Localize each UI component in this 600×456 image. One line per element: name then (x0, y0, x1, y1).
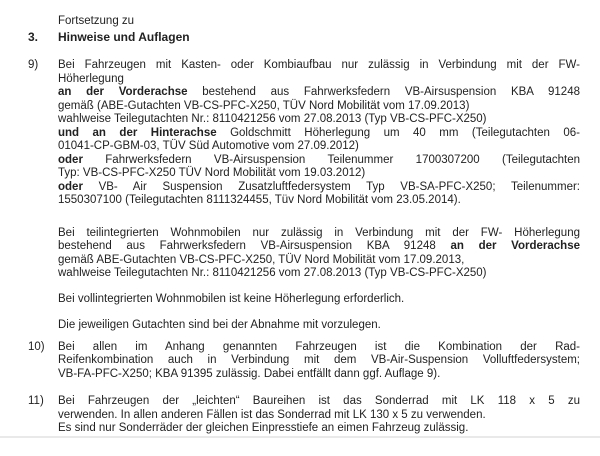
text-line (58, 86, 580, 100)
text-line: wahlweise Teilegutachten Nr.: 8110421256 vom 27.08.2013 (Typ VB-CS-PFC-X250) (58, 267, 487, 279)
text-segment: Goldschmitt Höherlegung um 40 mm (Teilegutachten 06- (216, 126, 580, 139)
item-9-number: 9) (28, 59, 39, 71)
text-line (58, 240, 580, 254)
text-line (58, 181, 580, 195)
text-segment: bestehend aus Fahrwerksfedern VB-Airsuspension KBA 91248 (187, 86, 580, 98)
text-line: 01041-CP-GBM-03, TÜV Süd Automotive vom 27.09.2012) (58, 140, 359, 152)
bold-text-segment: oder (58, 180, 83, 193)
text-line: Höherlegung (58, 72, 124, 85)
item-10 (28, 341, 580, 382)
section-title: Hinweise und Auflagen (58, 29, 190, 44)
item-10-number: 10) (28, 340, 45, 353)
text-line: wahlweise Teilegutachten Nr.: 8110421256 vom 27.08.2013 (Typ VB-CS-PFC-X250) (58, 113, 487, 125)
text-line (58, 127, 580, 141)
text-line: 1550307100 (Teilegutachten 8111324455, Tüv Nord Mobilität vom 23.05.2014). (58, 194, 461, 206)
continuation-label: Fortsetzung zu (58, 15, 135, 27)
item-11 (28, 395, 580, 436)
text-line: Typ: VB-CS-PFC-X250 TÜV Nord Mobilität vom 19.03.2012) (58, 167, 366, 179)
item-9-paragraph-4: Die jeweiligen Gutachten sind bei der Abnahme mit vorzulegen. (58, 319, 381, 331)
text-line: gemäß ABE-Gutachten VB-CS-PFC-X250, TÜV Nord Mobilität vom 17.09.2013, (58, 253, 465, 266)
text-line: Bei Fahrzeugen der „leichten“ Baureihen ist das Sonderrad mit LK 118 x 5 zu (58, 395, 580, 407)
bold-text-segment: an der Vorderachse (450, 240, 580, 252)
text-line: Reifenkombination auch in Verbindung mit dem VB-Air-Suspension Volluftfedersystem; (58, 354, 580, 366)
page-edge-divider (0, 436, 600, 438)
text-segment: Fahrwerksfedern VB-Airsuspension Teilenummer 1700307200 (Teilegutachten (82, 153, 580, 166)
text-line: verwenden. In allen anderen Fällen ist das Sonderrad mit LK 130 x 5 zu verwenden. (58, 408, 486, 421)
text-line: Bei teilintegrierten Wohnmobilen nur zulässig in Verbindung mit der FW- Höherlegung (58, 226, 580, 239)
section-heading (28, 31, 580, 45)
bold-text-segment: und an der Hinterachse (58, 126, 217, 139)
bold-text-segment: an der Vorderachse (58, 86, 188, 98)
item-9 (28, 59, 580, 333)
bold-text-segment: oder (58, 153, 83, 166)
text-line: VB-FA-PFC-X250; KBA 91395 zulässig. Dabei entfällt dann ggf. Auflage 9). (58, 367, 441, 380)
item-11-number: 11) (28, 395, 44, 407)
text-segment: bestehend aus Fahrwerksfedern VB-Airsuspension KBA 91248 (58, 240, 451, 252)
text-line: gemäß (ABE-Gutachten VB-CS-PFC-X250, TÜV Nord Mobilität vom 17.09.2013) (58, 99, 470, 112)
text-line: Bei allen im Anhang genannten Fahrzeugen ist die Kombination der Rad- (58, 340, 580, 353)
text-line (58, 154, 580, 168)
continuation-row (28, 15, 580, 29)
text-line: Bei Fahrzeugen mit Kasten- oder Kombiaufbau nur zulässig in Verbindung mit der FW- (58, 59, 580, 71)
section-number: 3. (28, 29, 39, 44)
document-page (28, 15, 580, 436)
item-9-paragraph-3: Bei vollintegrierten Wohnmobilen ist keine Höherlegung erforderlich. (58, 292, 405, 305)
text-segment: VB- Air Suspension Zusatzluftfedersystem Typ VB-SA-PFC-X250; Teilenummer: (82, 180, 580, 193)
item-9-paragraph-2 (58, 227, 580, 281)
text-line: Es sind nur Sonderräder der gleichen Einpresstiefe an eimen Fahrzeug zulässig. (58, 422, 469, 434)
